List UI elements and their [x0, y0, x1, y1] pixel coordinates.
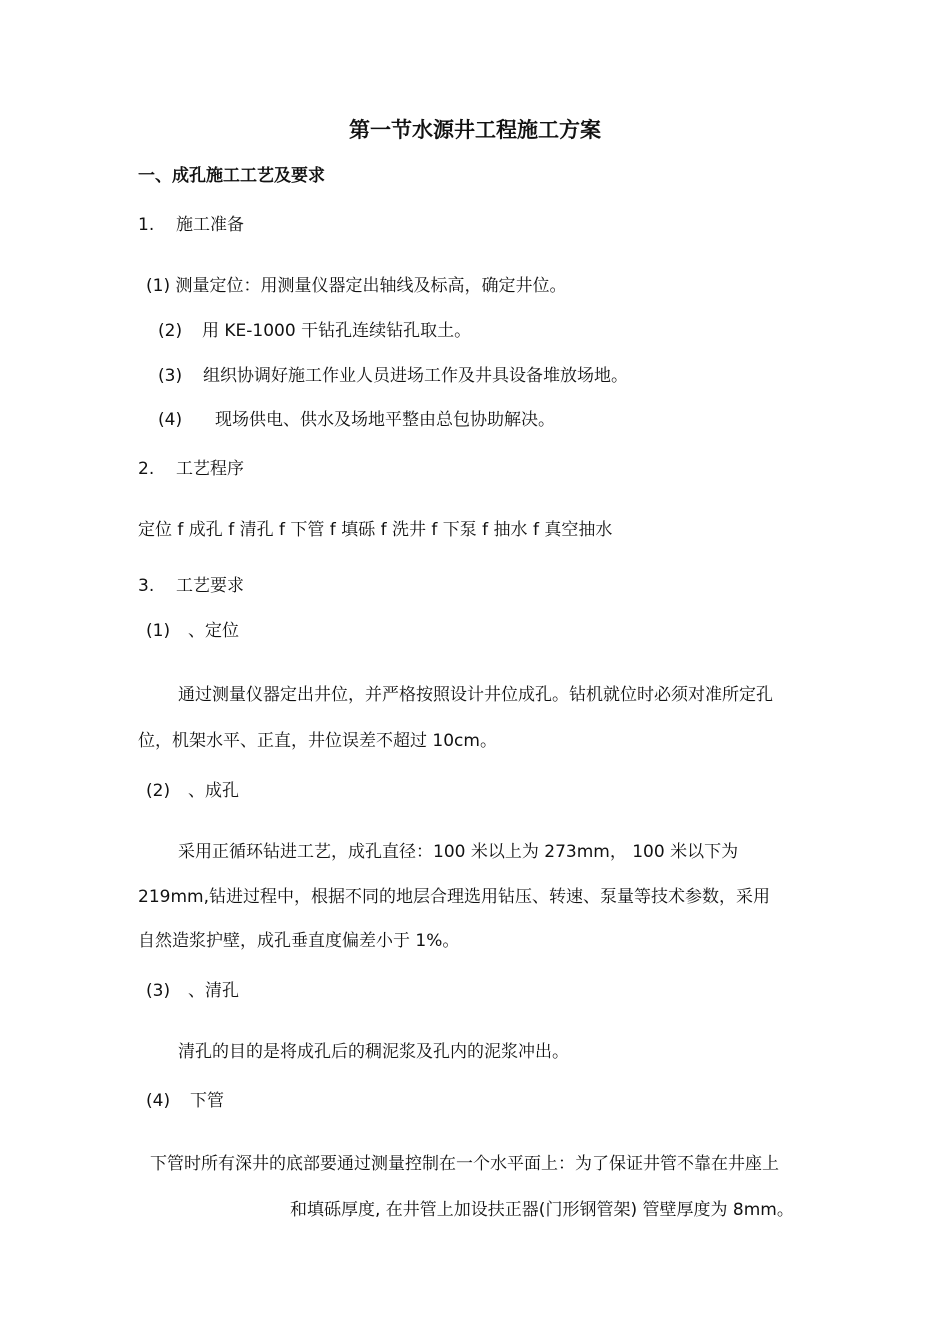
prep-step-1-number: (1) — [146, 276, 171, 296]
item1-number: 1. — [138, 215, 155, 235]
prep-step-1 — [146, 275, 567, 297]
req-4-label: 下管 — [190, 1091, 224, 1111]
prep-step-4-text: 现场供电、供水及场地平整由总包协助解决。 — [215, 410, 555, 430]
req-3-para-line-1: 清孔的目的是将成孔后的稠泥浆及孔内的泥浆冲出。 — [178, 1042, 569, 1062]
req-2-heading — [146, 780, 239, 802]
prep-step-3-number: (3) — [158, 366, 183, 386]
req-3-number: (3) — [146, 981, 171, 1001]
req-1-label: 、定位 — [188, 621, 239, 641]
req-1-para-line-2: 位，机架水平、正直，井位误差不超过 10cm。 — [138, 731, 497, 751]
item1-heading — [138, 214, 244, 236]
req-4-number: (4) — [146, 1091, 171, 1111]
req-2-para-line-2: 219mm,钻进过程中，根据不同的地层合理选用钻压、转速、泵量等技术参数，采用 — [138, 887, 770, 907]
req-1-number: (1) — [146, 621, 171, 641]
req-1-heading — [146, 620, 239, 642]
item2-number: 2. — [138, 459, 155, 479]
section-heading: 一、成孔施工工艺及要求 — [138, 166, 325, 186]
prep-step-2-number: (2) — [158, 321, 183, 341]
item3-number: 3. — [138, 576, 155, 596]
prep-step-4 — [158, 409, 555, 431]
prep-step-3-text: 组织协调好施工作业人员进场工作及井具设备堆放场地。 — [203, 366, 628, 386]
req-2-label: 、成孔 — [188, 781, 239, 801]
prep-step-2 — [158, 320, 471, 342]
req-2-number: (2) — [146, 781, 171, 801]
prep-step-2-text: 用 KE-1000 干钻孔连续钻孔取土。 — [202, 321, 472, 341]
prep-step-4-number: (4) — [158, 410, 183, 430]
req-2-para-line-1: 采用正循环钻进工艺，成孔直径：100 米以上为 273mm， 100 米以下为 — [178, 842, 739, 862]
item1-label: 施工准备 — [176, 215, 244, 235]
item3-heading — [138, 575, 244, 597]
item2-label: 工艺程序 — [176, 459, 244, 479]
page-title: 第一节水源井工程施工方案 — [349, 118, 601, 142]
req-3-heading — [146, 980, 239, 1002]
req-2-para-line-3: 自然造浆护壁，成孔垂直度偏差小于 1%。 — [138, 931, 460, 951]
req-4-para-line-2: 和填砾厚度, 在井管上加设扶正器(门形钢管架) 管壁厚度为 8mm。 — [290, 1200, 794, 1220]
prep-step-1-text: 测量定位：用测量仪器定出轴线及标高，确定井位。 — [175, 276, 567, 296]
req-4-para-line-1: 下管时所有深井的底部要通过测量控制在一个水平面上：为了保证井管不靠在井座上 — [150, 1154, 779, 1174]
item3-label: 工艺要求 — [176, 576, 244, 596]
req-3-label: 、清孔 — [188, 981, 239, 1001]
item2-heading — [138, 458, 244, 480]
prep-step-3 — [158, 365, 628, 387]
process-flow: 定位 f 成孔 f 清孔 f 下管 f 填砾 f 洗井 f 下泵 f 抽水 f 真空抽水 — [138, 520, 613, 540]
req-4-heading — [146, 1090, 224, 1112]
req-1-para-line-1: 通过测量仪器定出井位，并严格按照设计井位成孔。钻机就位时必须对准所定孔 — [178, 685, 773, 705]
